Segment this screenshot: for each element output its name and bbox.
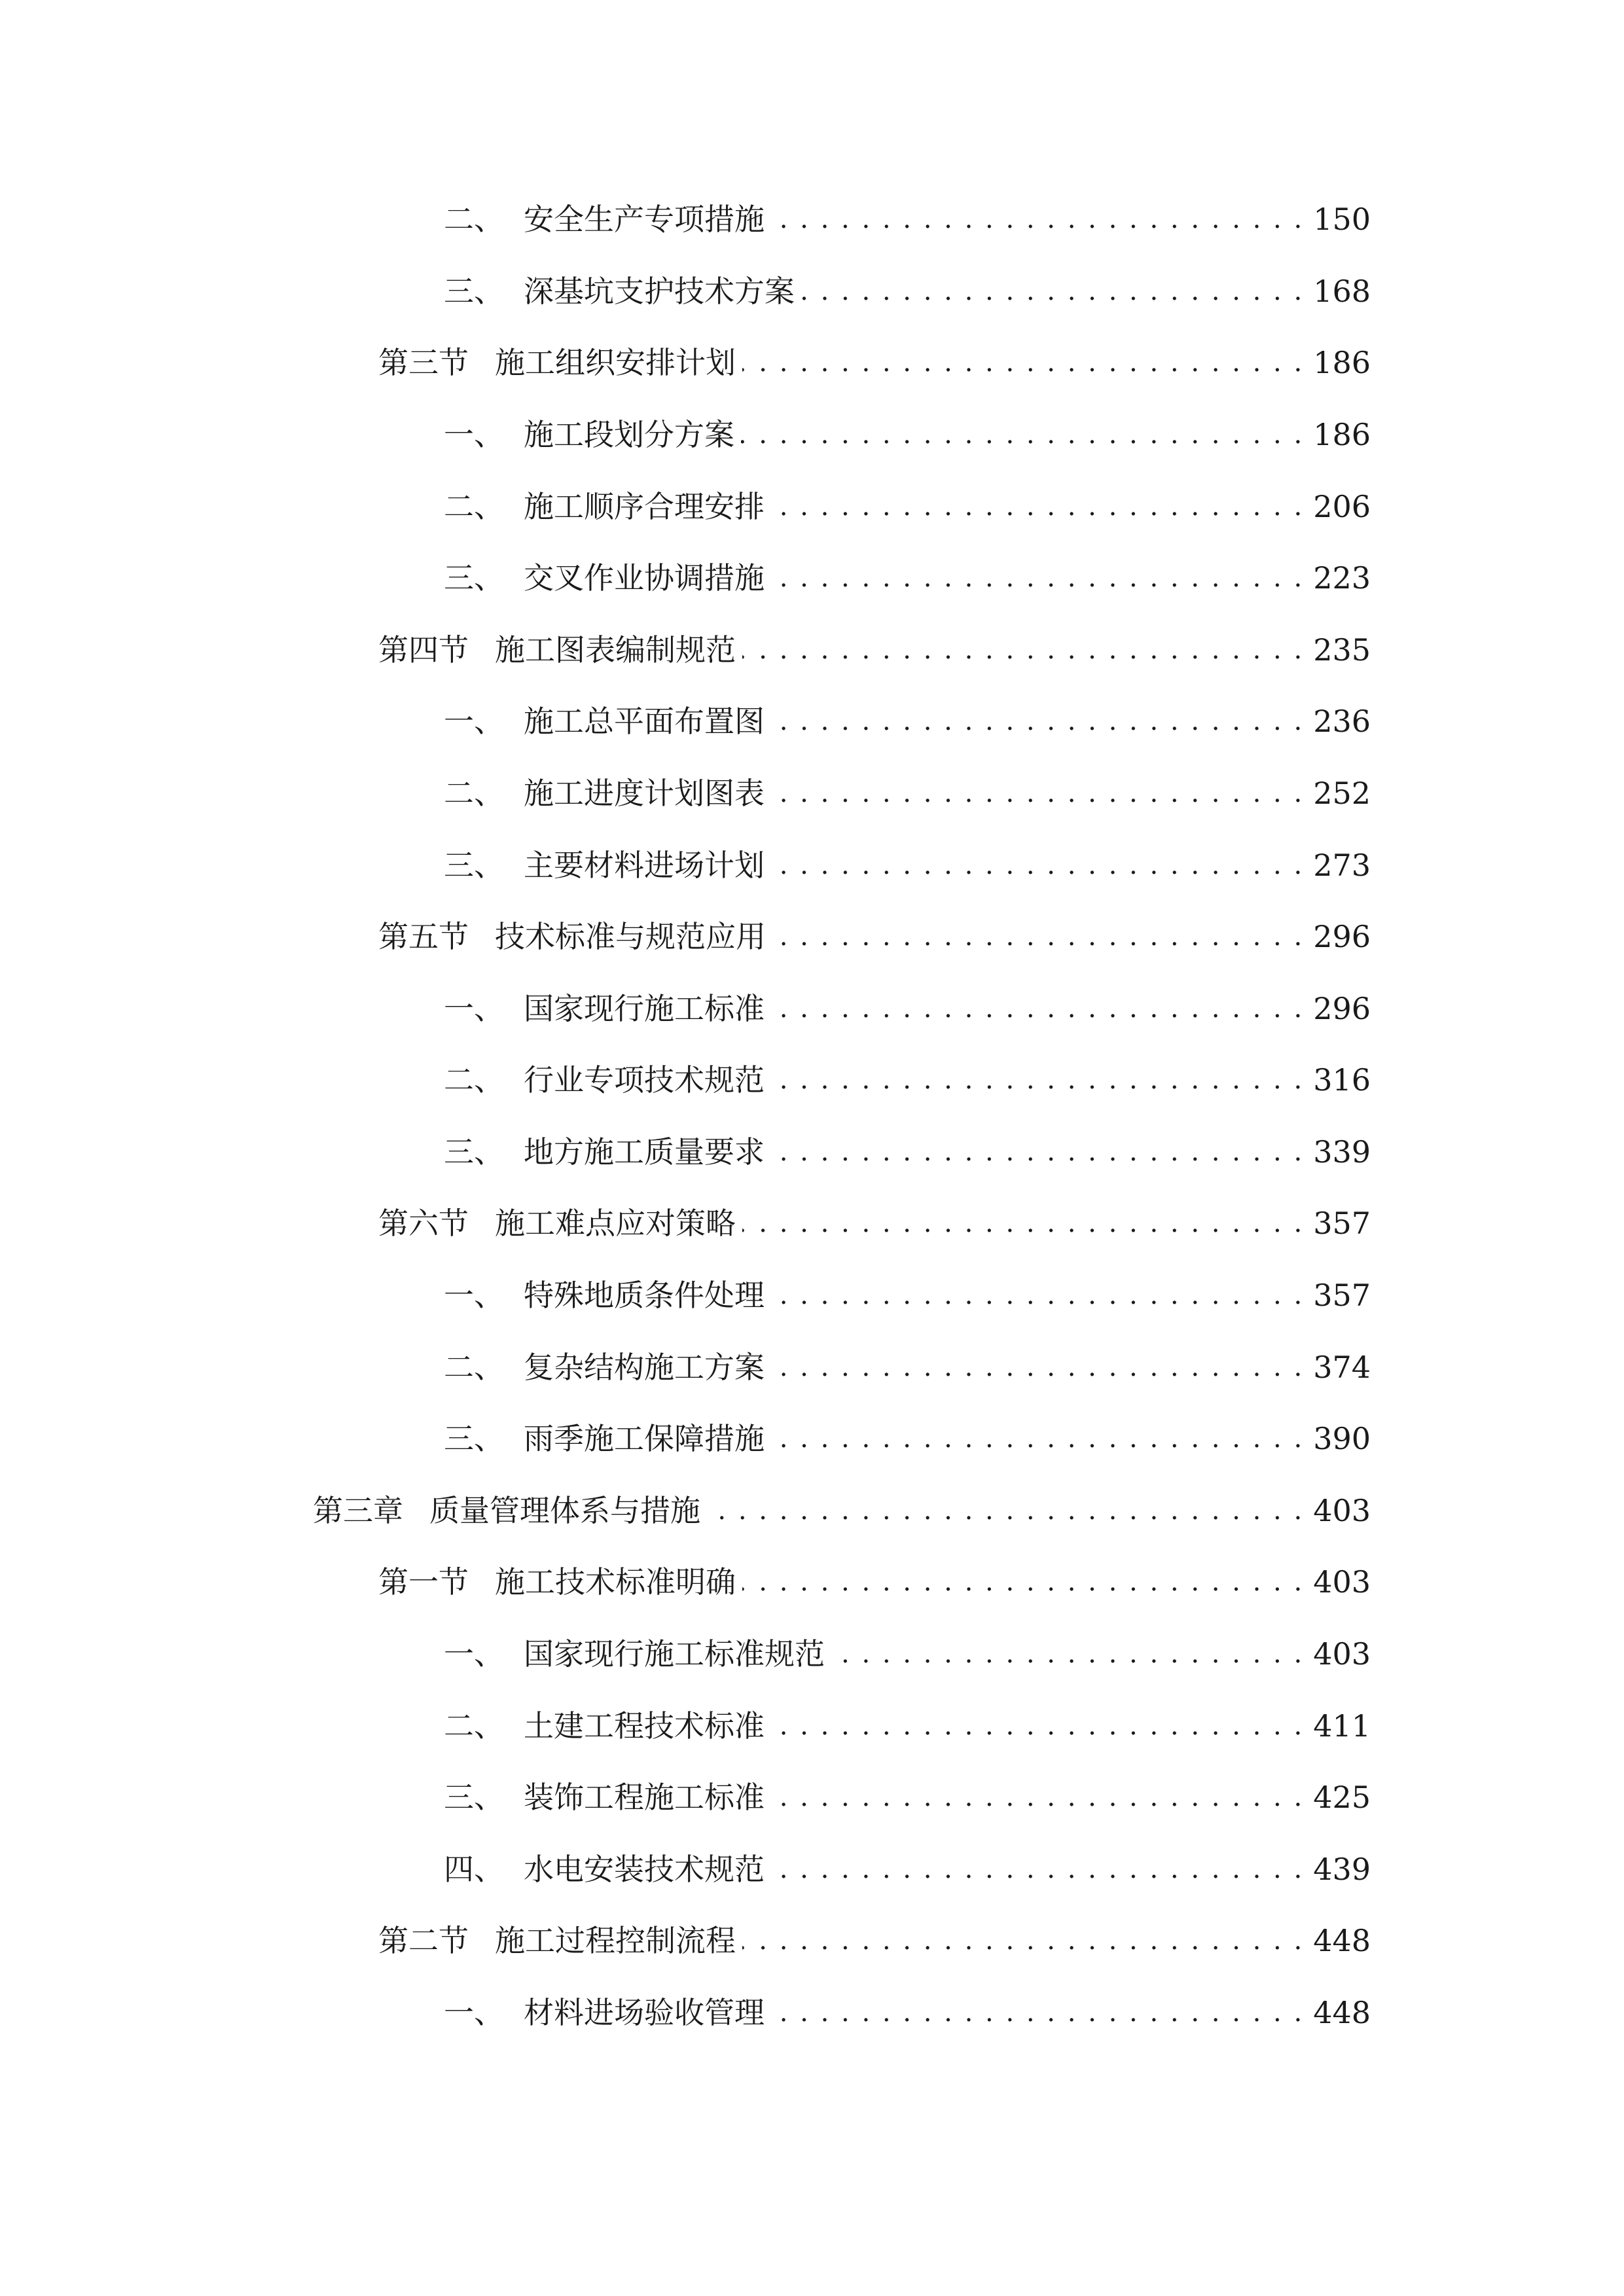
toc-entry[interactable] <box>444 272 1371 311</box>
dot-leader <box>771 846 1304 885</box>
toc-entry-title: 国家现行施工标准规范 <box>524 1636 825 1672</box>
toc-entry-page: 425 <box>1313 1780 1371 1815</box>
toc-entry[interactable] <box>444 1348 1371 1387</box>
toc-entry-number: 第三章 <box>313 1493 403 1528</box>
toc-entry-page: 448 <box>1313 1995 1371 2030</box>
toc-entry[interactable] <box>378 1204 1371 1243</box>
toc-entry-page: 403 <box>1313 1636 1371 1672</box>
toc-entry-number: 第五节 <box>378 919 469 954</box>
toc-entry[interactable] <box>444 1634 1371 1674</box>
toc-entry[interactable] <box>444 1706 1371 1746</box>
dot-leader <box>771 1706 1304 1746</box>
toc-entry-number: 二、 <box>444 1708 504 1744</box>
toc-entry-number: 一、 <box>444 417 504 452</box>
toc-entry-title: 施工技术标准明确 <box>495 1564 736 1600</box>
toc-entry-title: 施工过程控制流程 <box>495 1923 736 1958</box>
toc-entry[interactable] <box>378 1562 1371 1602</box>
toc-entry-number: 三、 <box>444 1134 504 1170</box>
toc-entry-title: 水电安装技术规范 <box>524 1852 765 1887</box>
toc-entry-title: 施工总平面布置图 <box>524 704 765 739</box>
toc-entry-title: 交叉作业协调措施 <box>524 560 765 596</box>
toc-entry-page: 186 <box>1313 417 1371 452</box>
dot-leader <box>831 1634 1304 1674</box>
toc-entry-title: 材料进场验收管理 <box>524 1995 765 2030</box>
toc-entry[interactable] <box>444 1419 1371 1458</box>
toc-entry-title: 特殊地质条件处理 <box>524 1278 765 1313</box>
toc-entry-number: 二、 <box>444 202 504 237</box>
toc-entry-page: 439 <box>1313 1852 1371 1887</box>
toc-entry-title: 质量管理体系与措施 <box>429 1493 700 1528</box>
toc-entry-page: 186 <box>1313 345 1371 380</box>
toc-entry-page: 168 <box>1313 274 1371 309</box>
dot-leader <box>772 917 1304 956</box>
toc-entry[interactable] <box>444 846 1371 885</box>
toc-entry-page: 390 <box>1313 1421 1371 1456</box>
toc-entry[interactable] <box>444 1060 1371 1100</box>
toc-entry-page: 296 <box>1313 919 1371 954</box>
toc-entry-title: 施工难点应对策略 <box>495 1206 736 1241</box>
toc-entry-number: 三、 <box>444 274 504 309</box>
toc-entry-page: 235 <box>1313 632 1371 668</box>
toc-entry-page: 403 <box>1313 1564 1371 1600</box>
toc-entry-number: 第六节 <box>378 1206 469 1241</box>
dot-leader <box>771 774 1304 813</box>
toc-entry-title: 技术标准与规范应用 <box>495 919 766 954</box>
toc-entry[interactable] <box>444 774 1371 813</box>
toc-entry-page: 374 <box>1313 1350 1371 1385</box>
toc-entry-page: 296 <box>1313 991 1371 1026</box>
dot-leader <box>771 1419 1304 1458</box>
toc-entry-number: 第四节 <box>378 632 469 668</box>
toc-entry[interactable] <box>444 1993 1371 2032</box>
toc-entry-number: 三、 <box>444 1780 504 1815</box>
dot-leader <box>741 415 1304 454</box>
toc-entry[interactable] <box>378 1921 1371 1960</box>
dot-leader <box>771 1993 1304 2032</box>
toc-entry-number: 一、 <box>444 704 504 739</box>
toc-entry-page: 316 <box>1313 1062 1371 1098</box>
dot-leader <box>801 272 1304 311</box>
dot-leader <box>742 1562 1304 1602</box>
toc-entry-number: 一、 <box>444 991 504 1026</box>
toc-entry-page: 252 <box>1313 776 1371 811</box>
toc-entry-title: 国家现行施工标准 <box>524 991 765 1026</box>
toc-entry-title: 复杂结构施工方案 <box>524 1350 765 1385</box>
toc-entry-title: 装饰工程施工标准 <box>524 1780 765 1815</box>
toc-entry-number: 一、 <box>444 1636 504 1672</box>
toc-entry[interactable] <box>444 200 1371 239</box>
toc-entry[interactable] <box>444 415 1371 454</box>
toc-entry-number: 四、 <box>444 1852 504 1887</box>
toc-entry-page: 411 <box>1313 1708 1371 1744</box>
toc-entry-page: 448 <box>1313 1923 1371 1958</box>
dot-leader <box>707 1491 1304 1530</box>
toc-entry-title: 深基坑支护技术方案 <box>524 274 795 309</box>
toc-entry-title: 施工图表编制规范 <box>495 632 736 668</box>
toc-entry[interactable] <box>444 1778 1371 1817</box>
toc-entry-page: 357 <box>1313 1278 1371 1313</box>
dot-leader <box>771 1060 1304 1100</box>
toc-entry-number: 一、 <box>444 1995 504 2030</box>
toc-entry-page: 223 <box>1313 560 1371 596</box>
toc-entry-title: 行业专项技术规范 <box>524 1062 765 1098</box>
toc-entry[interactable] <box>444 702 1371 741</box>
dot-leader <box>742 630 1304 670</box>
toc-entry-number: 第三节 <box>378 345 469 380</box>
toc-entry[interactable] <box>444 1276 1371 1315</box>
toc-entry-page: 357 <box>1313 1206 1371 1241</box>
toc-entry-number: 二、 <box>444 489 504 524</box>
toc-entry-title: 施工顺序合理安排 <box>524 489 765 524</box>
toc-entry-page: 339 <box>1313 1134 1371 1170</box>
toc-entry-number: 第一节 <box>378 1564 469 1600</box>
toc-entry[interactable] <box>313 1491 1371 1530</box>
toc-entry[interactable] <box>444 1132 1371 1172</box>
toc-entry-number: 三、 <box>444 1421 504 1456</box>
toc-entry-page: 236 <box>1313 704 1371 739</box>
dot-leader <box>771 1348 1304 1387</box>
dot-leader <box>771 1778 1304 1817</box>
toc-entry-page: 150 <box>1313 202 1371 237</box>
dot-leader <box>771 989 1304 1028</box>
toc-entry-title: 安全生产专项措施 <box>524 202 765 237</box>
toc-entry-page: 403 <box>1313 1493 1371 1528</box>
dot-leader <box>742 343 1304 382</box>
dot-leader <box>771 1132 1304 1172</box>
dot-leader <box>771 1276 1304 1315</box>
toc-entry[interactable] <box>444 558 1371 598</box>
toc-entry-title: 施工段划分方案 <box>524 417 734 452</box>
toc-entry-title: 施工组织安排计划 <box>495 345 736 380</box>
toc-entry-number: 二、 <box>444 776 504 811</box>
toc-entry-number: 三、 <box>444 848 504 883</box>
toc-entry-title: 施工进度计划图表 <box>524 776 765 811</box>
toc-entry-page: 206 <box>1313 489 1371 524</box>
toc-entry[interactable] <box>378 917 1371 956</box>
dot-leader <box>771 200 1304 239</box>
toc-entry[interactable] <box>444 989 1371 1028</box>
toc-entry-title: 主要材料进场计划 <box>524 848 765 883</box>
toc-entry-title: 地方施工质量要求 <box>524 1134 765 1170</box>
toc-entry[interactable] <box>444 487 1371 526</box>
dot-leader <box>771 487 1304 526</box>
dot-leader <box>742 1921 1304 1960</box>
toc-entry-page: 273 <box>1313 848 1371 883</box>
toc-entry-number: 第二节 <box>378 1923 469 1958</box>
toc-entry-number: 三、 <box>444 560 504 596</box>
toc-entry[interactable] <box>444 1850 1371 1889</box>
dot-leader <box>771 702 1304 741</box>
dot-leader <box>771 1850 1304 1889</box>
toc-entry[interactable] <box>378 630 1371 670</box>
toc-entry-title: 土建工程技术标准 <box>524 1708 765 1744</box>
toc-entry-number: 二、 <box>444 1350 504 1385</box>
dot-leader <box>771 558 1304 598</box>
dot-leader <box>742 1204 1304 1243</box>
toc-entry-number: 二、 <box>444 1062 504 1098</box>
toc-entry-title: 雨季施工保障措施 <box>524 1421 765 1456</box>
toc-entry-number: 一、 <box>444 1278 504 1313</box>
toc-entry[interactable] <box>378 343 1371 382</box>
